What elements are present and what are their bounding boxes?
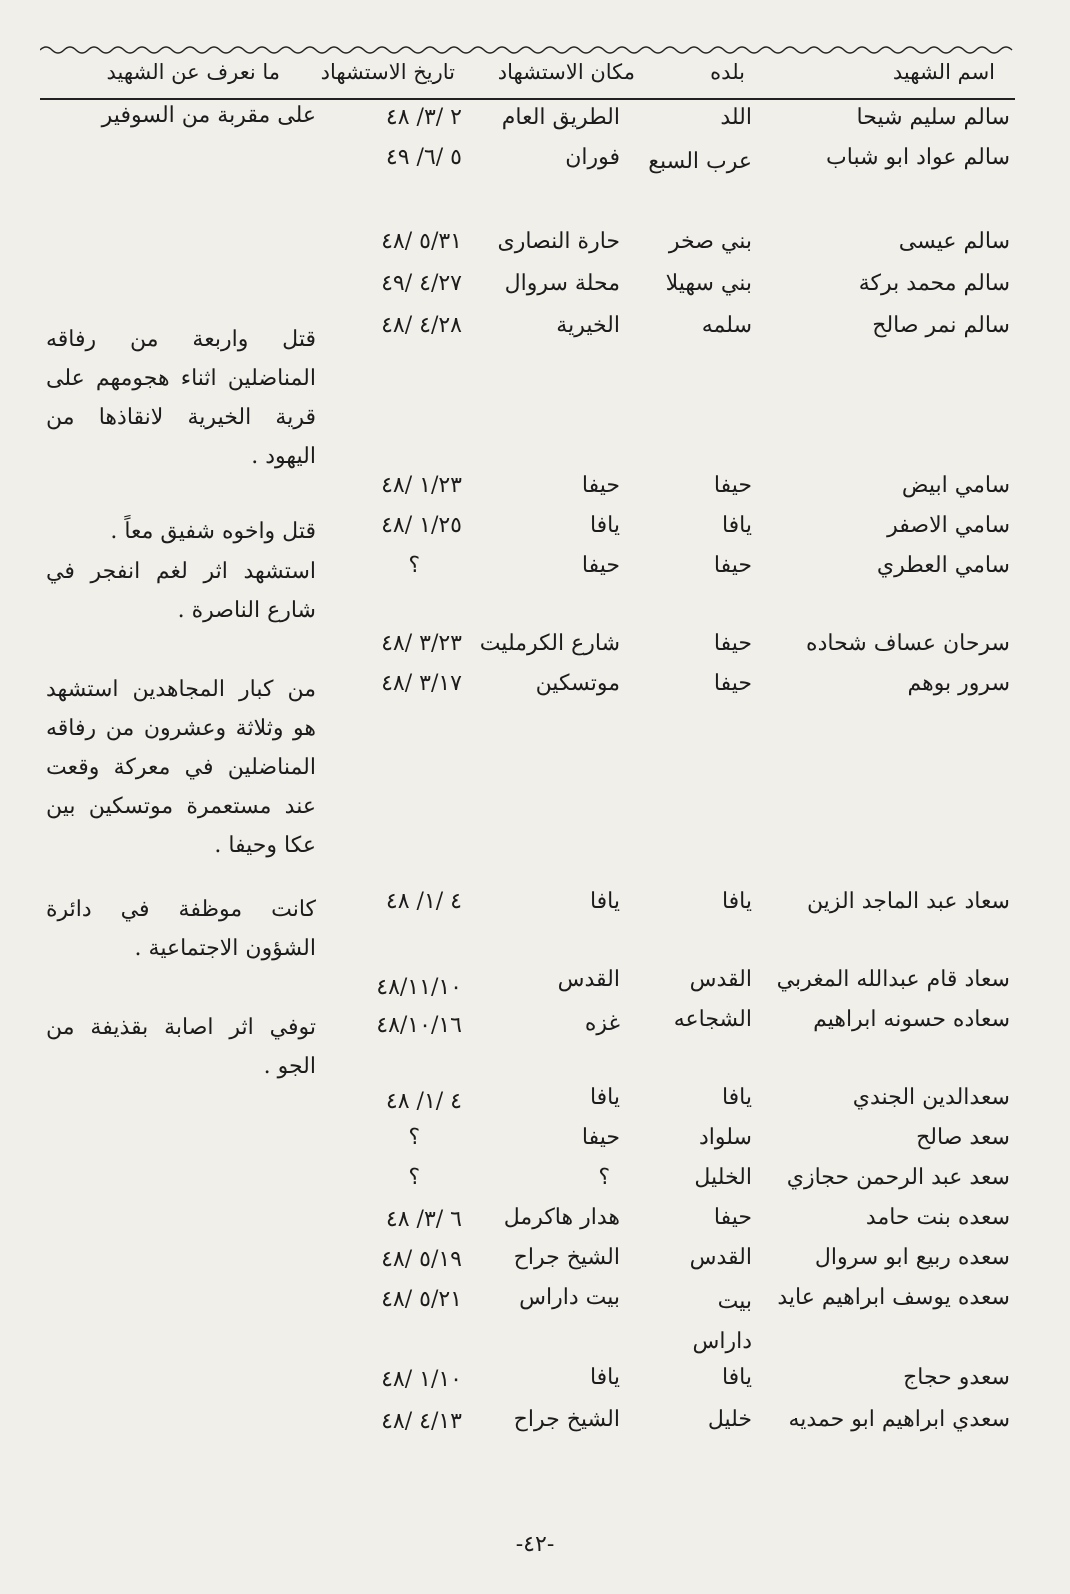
martyr-place: بيت داراس bbox=[519, 1285, 620, 1310]
martyr-date: ٤ /١/ ٤٨ bbox=[385, 1089, 462, 1114]
martyr-place: فوران bbox=[565, 145, 620, 170]
martyr-town: القدس bbox=[689, 967, 752, 992]
martyr-date: ٤ /١/ ٤٨ bbox=[385, 889, 462, 914]
martyr-name: سالم سليم شيحا bbox=[856, 105, 1010, 130]
martyr-place: موتسكين bbox=[535, 671, 620, 696]
martyr-note: توفي اثر اصابة بقذيفة من الجو . bbox=[46, 1015, 316, 1079]
martyr-date: ١/١٠ /٤٨ bbox=[381, 1367, 462, 1392]
martyr-town: يافا bbox=[721, 1365, 752, 1390]
martyr-place: شارع الكرمليت bbox=[479, 631, 620, 656]
martyr-place: محلة سروال bbox=[504, 271, 620, 296]
martyr-date: ٤٨/١٠/١٦ bbox=[376, 1013, 462, 1038]
martyr-town: بني صخر bbox=[668, 229, 752, 254]
martyr-name: سامي الاصفر bbox=[887, 513, 1010, 538]
martyr-town: حيفا bbox=[713, 553, 752, 578]
martyr-note: استشهد اثر لغم انفجر في شارع الناصرة . bbox=[46, 559, 316, 623]
martyr-name: سرور بوهم bbox=[907, 671, 1010, 696]
martyr-town: اللد bbox=[720, 105, 752, 130]
martyr-place: حارة النصارى bbox=[497, 229, 620, 254]
martyr-name: سالم نمر صالح bbox=[872, 313, 1010, 338]
martyr-note: على مقربة من السوفير bbox=[101, 103, 316, 128]
martyr-place: الطريق العام bbox=[501, 105, 620, 130]
martyr-name: سعدو حجاج bbox=[903, 1365, 1010, 1390]
martyr-name: سعاد قام عبدالله المغربي bbox=[776, 967, 1010, 992]
martyr-name: سعده يوسف ابراهيم عايد bbox=[777, 1285, 1010, 1310]
martyr-note: من كبار المجاهدين استشهد هو وثلاثة وعشرون من رفاقه المناضلين في معركة وقعت عند مستعمرة موتسكين بين عكا وحيفا . bbox=[46, 677, 316, 858]
martyr-name: سعد صالح bbox=[916, 1125, 1010, 1150]
martyr-date: ٤٨/١١/١٠ bbox=[376, 975, 462, 1000]
martyr-place: حيفا bbox=[581, 473, 620, 498]
martyr-name: سامي ابيض bbox=[901, 473, 1010, 498]
martyr-place: حيفا bbox=[581, 1125, 620, 1150]
martyr-town: عرب السبع bbox=[648, 149, 752, 174]
martyr-name: سالم عواد ابو شباب bbox=[826, 145, 1010, 170]
martyr-date: ؟ bbox=[408, 1165, 420, 1190]
martyr-name: سالم عيسى bbox=[898, 229, 1010, 254]
martyr-date: ١/٢٥ /٤٨ bbox=[381, 513, 462, 538]
martyr-date: ٥/٣١ /٤٨ bbox=[381, 229, 462, 254]
martyr-place: يافا bbox=[589, 889, 620, 914]
martyr-town: بيت داراس bbox=[692, 1289, 752, 1354]
martyr-note: قتل واخوه شفيق معاً . bbox=[110, 519, 316, 544]
martyr-date: ٣/٢٣ /٤٨ bbox=[381, 631, 462, 656]
martyr-name: سعد عبد الرحمن حجازي bbox=[786, 1165, 1010, 1190]
martyr-name: سعدالدين الجندي bbox=[852, 1085, 1010, 1110]
martyr-town: الشجاعه bbox=[673, 1007, 752, 1032]
martyr-town: القدس bbox=[689, 1245, 752, 1270]
martyr-name: سعاد عبد الماجد الزين bbox=[806, 889, 1010, 914]
martyr-date: ٤/٢٨ /٤٨ bbox=[381, 313, 462, 338]
header-town: بلده bbox=[710, 60, 745, 84]
martyr-town: حيفا bbox=[713, 671, 752, 696]
page-number: -٤٢- bbox=[515, 1532, 555, 1557]
martyr-name: سعده بنت حامد bbox=[865, 1205, 1010, 1230]
martyr-date: ١/٢٣ /٤٨ bbox=[381, 473, 462, 498]
martyr-date: ٥ /٦/ ٤٩ bbox=[385, 145, 462, 170]
martyr-date: ٥/٢١ /٤٨ bbox=[381, 1287, 462, 1312]
martyr-place: الشيخ جراح bbox=[513, 1407, 620, 1432]
martyr-place: حيفا bbox=[581, 553, 620, 578]
martyr-place: يافا bbox=[589, 1085, 620, 1110]
martyr-place: يافا bbox=[589, 1365, 620, 1390]
header-place: مكان الاستشهاد bbox=[497, 60, 635, 84]
martyr-town: حيفا bbox=[713, 473, 752, 498]
martyr-name: سعدي ابراهيم ابو حمديه bbox=[788, 1407, 1010, 1432]
martyr-place: هدار هاكرمل bbox=[503, 1205, 620, 1230]
martyr-town: يافا bbox=[721, 889, 752, 914]
martyr-date: ؟ bbox=[408, 1125, 420, 1150]
martyr-date: ٣/١٧ /٤٨ bbox=[381, 671, 462, 696]
martyr-place: يافا bbox=[589, 513, 620, 538]
header-name: اسم الشهيد bbox=[892, 60, 995, 84]
header-date: تاريخ الاستشهاد bbox=[320, 60, 455, 84]
martyr-name: سعاده حسونه ابراهيم bbox=[813, 1007, 1010, 1032]
martyr-date: ٥/١٩ /٤٨ bbox=[381, 1247, 462, 1272]
martyr-date: ٦ /٣/ ٤٨ bbox=[385, 1207, 462, 1232]
martyr-place: ؟ bbox=[598, 1165, 610, 1190]
martyr-town: يافا bbox=[721, 513, 752, 538]
martyr-note: كانت موظفة في دائرة الشؤون الاجتماعية . bbox=[46, 897, 316, 961]
martyr-town: خليل bbox=[707, 1407, 752, 1432]
header-note: ما نعرف عن الشهيد bbox=[106, 60, 280, 84]
martyr-town: سلواد bbox=[699, 1125, 752, 1150]
martyr-town: سلمه bbox=[701, 313, 752, 338]
martyr-date: ٤/١٣ /٤٨ bbox=[381, 1409, 462, 1434]
martyr-place: الشيخ جراح bbox=[513, 1245, 620, 1270]
martyr-place: القدس bbox=[557, 967, 620, 992]
martyr-date: ؟ bbox=[408, 553, 420, 578]
martyr-town: يافا bbox=[721, 1085, 752, 1110]
martyr-note: قتل واربعة من رفاقه المناضلين اثناء هجومهم على قرية الخيرية لانقاذها من اليهود . bbox=[46, 327, 316, 469]
martyr-place: الخيرية bbox=[556, 313, 620, 338]
martyr-town: حيفا bbox=[713, 1205, 752, 1230]
martyr-place: غزه bbox=[584, 1011, 620, 1036]
martyr-name: سالم محمد بركة bbox=[858, 271, 1010, 296]
martyr-name: سعده ربيع ابو سروال bbox=[814, 1245, 1010, 1270]
martyr-town: حيفا bbox=[713, 631, 752, 656]
martyr-name: سرحان عساف شحاده bbox=[806, 631, 1010, 656]
martyr-town: بني سهيلا bbox=[665, 271, 752, 296]
martyr-date: ٢ /٣/ ٤٨ bbox=[385, 105, 462, 130]
martyr-town: الخليل bbox=[694, 1165, 752, 1190]
martyr-date: ٤/٢٧ /٤٩ bbox=[381, 271, 462, 296]
martyr-name: سامي العطري bbox=[876, 553, 1010, 578]
